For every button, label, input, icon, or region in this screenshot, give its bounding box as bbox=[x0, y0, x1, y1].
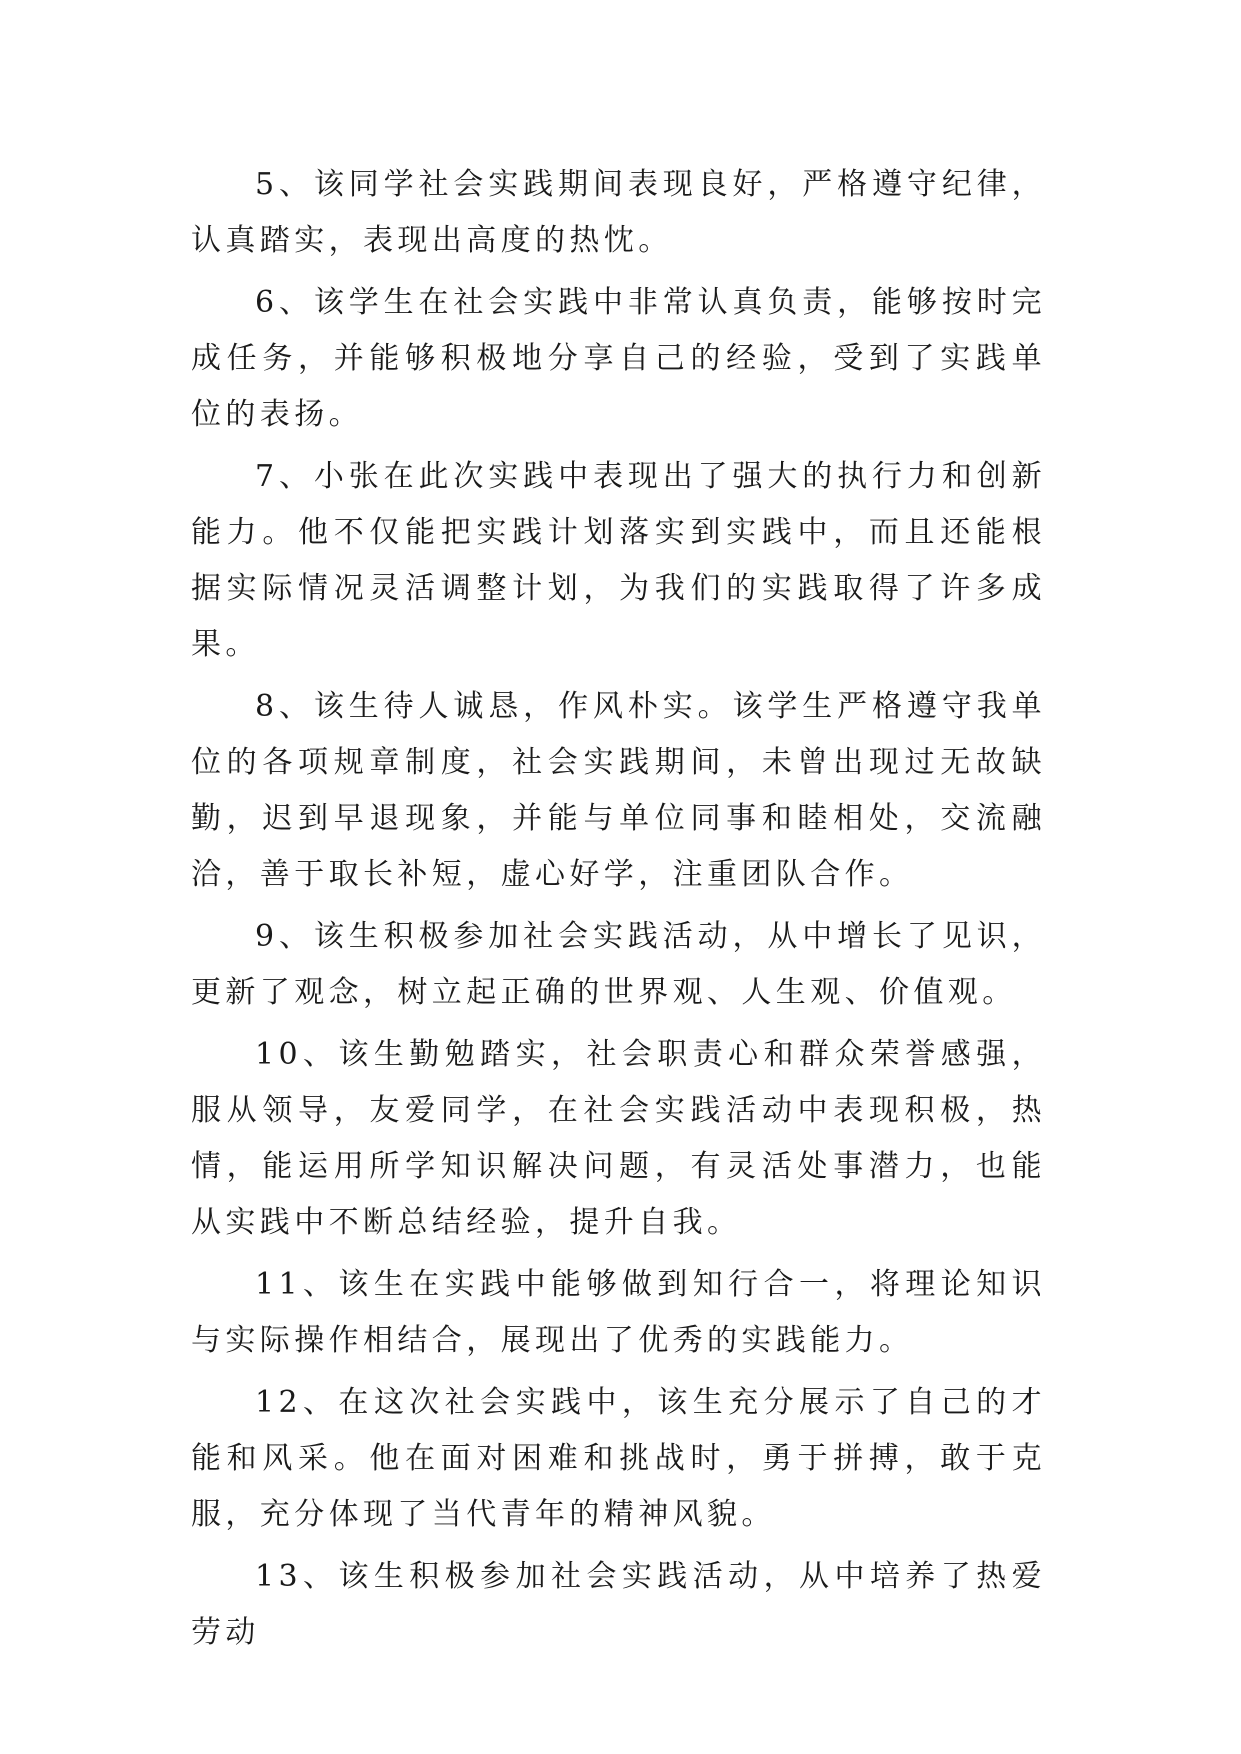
paragraph-10: 10、该生勤勉踏实，社会职责心和群众荣誉感强，服从领导，友爱同学，在社会实践活动中表现积极，热情，能运用所学知识解决问题，有灵活处事潜力，也能从实践中不断总结经验，提升自我。 bbox=[191, 1037, 1046, 1240]
paragraph-8: 8、该生待人诚恳，作风朴实。该学生严格遵守我单位的各项规章制度，社会实践期间，未曾出现过无故缺勤，迟到早退现象，并能与单位同事和睦相处，交流融洽，善于取长补短，虚心好学，注重团队合作。 bbox=[191, 689, 1046, 892]
paragraph-12: 12、在这次社会实践中，该生充分展示了自己的才能和风采。他在面对困难和挑战时，勇于拼搏，敢于克服，充分体现了当代青年的精神风貌。 bbox=[191, 1385, 1046, 1532]
document-body bbox=[191, 157, 1046, 1667]
paragraph-11: 11、该生在实践中能够做到知行合一，将理论知识与实际操作相结合，展现出了优秀的实践能力。 bbox=[191, 1267, 1046, 1358]
paragraph-7: 7、小张在此次实践中表现出了强大的执行力和创新能力。他不仅能把实践计划落实到实践中，而且还能根据实际情况灵活调整计划，为我们的实践取得了许多成果。 bbox=[191, 459, 1046, 662]
paragraph-9: 9、该生积极参加社会实践活动，从中增长了见识，更新了观念，树立起正确的世界观、人生观、价值观。 bbox=[191, 919, 1046, 1010]
paragraph-5: 5、该同学社会实践期间表现良好，严格遵守纪律，认真踏实，表现出高度的热忱。 bbox=[191, 167, 1046, 258]
paragraph-13: 13、该生积极参加社会实践活动，从中培养了热爱劳动 bbox=[191, 1559, 1046, 1650]
paragraph-6: 6、该学生在社会实践中非常认真负责，能够按时完成任务，并能够积极地分享自己的经验，受到了实践单位的表扬。 bbox=[191, 285, 1046, 432]
